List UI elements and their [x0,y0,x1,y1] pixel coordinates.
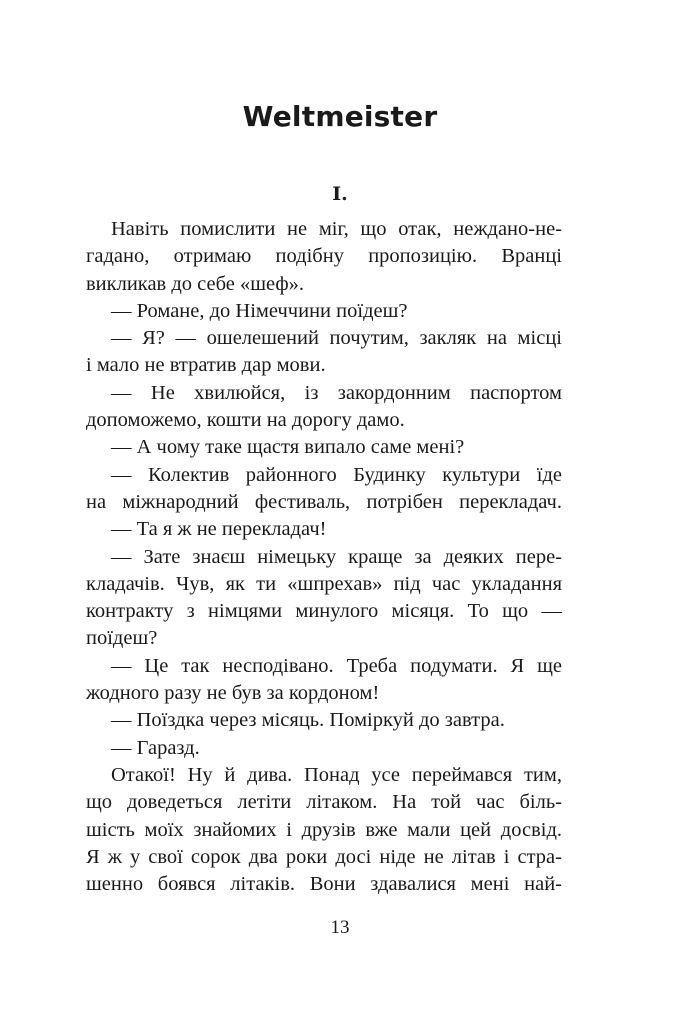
text-line: на міжнародний фестиваль, потрібен перекладач. [86,490,562,513]
text-line: жодного разу не був за кордоном! [86,682,380,705]
text-line: викликав до себе «шеф». [86,272,305,295]
text-line: — Колектив районного Будинку культури їде [111,463,562,486]
text-line: що доведеться летіти літаком. На той час біль- [86,791,562,814]
text-line: гадано, отримаю подібну пропозицію. Вранці [86,245,562,268]
page-number: 13 [330,917,350,938]
body-text [86,216,562,898]
text-line: — Це так несподівано. Треба подумати. Я ще [111,654,562,677]
text-line: — Гаразд. [111,736,200,759]
text-line: Я ж у свої сорок два роки досі ніде не літав і стра- [86,845,562,868]
text-line: кладачів. Чув, як ти «шпрехав» під час укладання [86,572,562,595]
text-line: Отакої! Ну й дива. Понад усе переймався тим, [111,763,562,786]
text-line: і мало не втратив дар мови. [86,354,326,377]
chapter-heading: I. [332,183,348,205]
text-line: — Я? — ошелешений почутим, закляк на місці [111,327,562,350]
text-line: Навіть помислити не міг, що отак, неждано-не- [111,218,562,240]
text-line: — Не хвилюйся, із закордонним паспортом [111,381,562,404]
text-line: — Поїздка через місяць. Поміркуй до завтра. [111,709,505,732]
text-line: — Зате знаєш німецьку краще за деяких пере- [111,545,562,568]
text-line: шість моїх знайомих і друзів вже мали цей досвід. [86,818,562,841]
text-line: шенно боявся літаків. Вони здавалися мені най- [86,873,562,896]
text-line: — Та я ж не перекладач! [111,518,327,541]
text-line: контракту з німцями минулого місяця. То що — [86,600,562,623]
text-line: поїдеш? [86,627,158,650]
text-line: — Романе, до Німеччини поїдеш? [111,299,408,322]
text-line: — А чому таке щастя випало саме мені? [111,436,465,459]
text-line: допоможемо, кошти на дорогу дамо. [86,409,405,432]
story-title: Weltmeister [242,100,438,133]
